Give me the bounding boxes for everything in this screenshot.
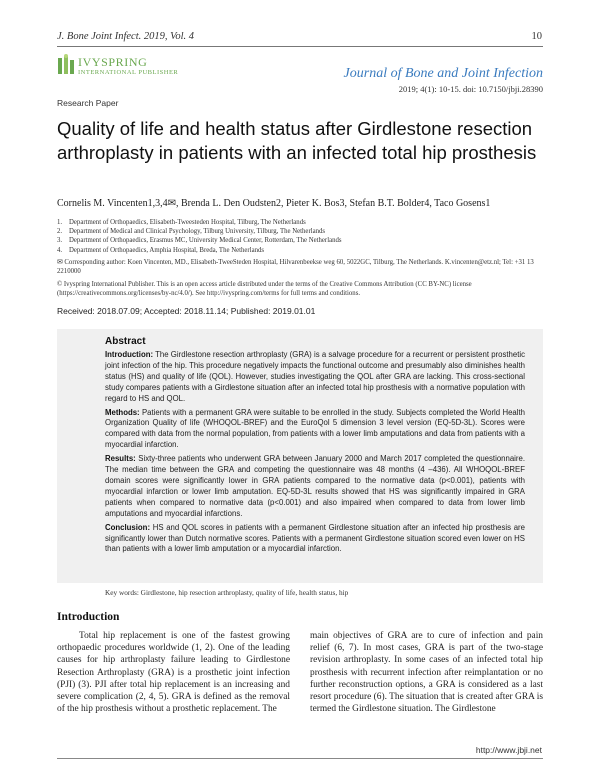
- authors: Cornelis M. Vincenten1,3,4✉, Brenda L. Den Oudsten2, Pieter K. Bos3, Stefan B.T. Bolder4, Taco Gosens1: [57, 198, 491, 209]
- abstract-conclusion: Conclusion: HS and QOL scores in patients with a permanent Girdlestone situation after an infected hip prosthesis are significantly lower than Dutch normative scores. Patients with a permanent Girdlestone situation scored even lower on HS than patients with a lower limb amputation or a myocardial infarction.: [105, 522, 525, 554]
- publisher-subtitle: INTERNATIONAL PUBLISHER: [78, 69, 179, 76]
- affiliations-list: [57, 218, 543, 255]
- abstract-introduction: Introduction: The Girdlestone resection arthroplasty (GRA) is a salvage procedure for a recurrent or persistent prosthetic joint infection of the hip. This procedure negatively impacts the functional outcome and presumably also diminishes health status (HS) and quality of life (QOL). However, studies investigating the QOL after GRA are lacking. This cross-sectional study compares patients with a Girdlestone situation after an infected total hip prosthesis with a normative population with regard to HS and QOL.: [105, 350, 525, 403]
- citation: 2019; 4(1): 10-15. doi: 10.7150/jbji.28390: [398, 84, 543, 94]
- affiliation-item: 3. Department of Orthopaedics, Erasmus MC, University Medical Center, Rotterdam, The Netherlands: [57, 237, 342, 245]
- journal-title: Journal of Bone and Joint Infection: [343, 66, 543, 81]
- corresponding-author: ✉ Corresponding author: Koen Vincenten, MD., Elisabeth-TweeSteden Hospital, Hilvarenbeekse weg 60, 5022GC, Tilburg, The Netherlands. K.vincenten@etz.nl; Tel: +31 13 2210000: [57, 259, 534, 276]
- abstract-heading: Abstract: [105, 336, 146, 347]
- keywords: Key words: Girdlestone, hip resection arthroplasty, quality of life, health status, hip: [105, 588, 349, 597]
- abstract-results: Results: Sixty-three patients who underwent GRA between January 2000 and March 2017 completed the questionnaire. The median time between the GRA and competing the questionnaire was 48 months (4 –436). All WHOQOL-BREF domain scores were significantly lower in GRA patients compared to the normative data (p<0.001), patients with myocardial infarction or lower limb amputation. EQ-5D-3L results showed that HS was significantly impaired in GRA patients when compared to normative data (p<0.001) and also impaired when compared to data from lower limb amputations and myocardial infarctions.: [105, 454, 525, 518]
- running-header-journal: J. Bone Joint Infect. 2019, Vol. 4: [57, 31, 195, 42]
- page-number: 10: [531, 31, 542, 42]
- affiliation-item: 1. Department of Orthopaedics, Elisabeth-Tweesteden Hospital, Tilburg, The Netherlands: [57, 219, 306, 226]
- body-column-right: main objectives of GRA are to cure of infection and pain relief (6, 7). In most cases, GRA is part of the two-stage revision arthroplasty. In some cases of an infected total hip prosthesis with recurrent infection after reimplantation or no further reconstruction options, a GRA is considered as a last resort procedure (6). The situation that is created after GRA is termed the Girdlestone situation. The Girdlestone: [310, 631, 543, 715]
- footer-divider: [57, 758, 543, 759]
- affiliation-item: 2. Department of Medical and Clinical Psychology, Tilburg University, Tilburg, The Netherlands: [57, 228, 326, 236]
- section-heading-introduction: Introduction: [57, 611, 120, 623]
- affiliation-item: 4. Department of Orthopaedics, Amphia Hospital, Breda, The Netherlands: [57, 246, 265, 254]
- publisher-name: IVYSPRING: [78, 55, 148, 69]
- publication-dates: Received: 2018.07.09; Accepted: 2018.11.14; Published: 2019.01.01: [57, 306, 316, 316]
- body-column-left: Total hip replacement is one of the fastest growing orthopaedic procedures worldwide (1, 2). One of the leading causes for hip arthroplasty failure leading to Girdlestone Resection Arthroplasty (GRA) is a prosthetic joint infection (PJI) (3). PJI after total hip replacement is an increasing and severe complication (2, 4, 5). GRA is defined as the removal of the hip prosthesis without a prosthetic replacement. The: [57, 631, 290, 715]
- publisher-logo-icon: [57, 54, 77, 78]
- license-notice: © Ivyspring International Publisher. This is an open access article distributed under the terms of the Creative Commons Attribution (CC BY-NC) license (https://creativecommons.org/licenses/by-nc/4.0/). See http://ivyspring.com/terms for full terms and conditions.: [57, 281, 472, 298]
- paper-type: Research Paper: [57, 98, 119, 108]
- article-title: Quality of life and health status after Girdlestone resection arthroplasty in patients with an infected total hip prosthesis: [57, 118, 537, 163]
- header-divider: [57, 46, 543, 47]
- abstract-methods: Methods: Patients with a permanent GRA were suitable to be enrolled in the study. Subjects completed the World Health Organization Quality of life (WHOQOL-BREF) and the EuroQol 5 dimension 3 level version (EQ-5D-3L). Scores were compared with data from the normal population, from patients with a lower limb amputations and data from patients with a myocardial infarction.: [105, 407, 525, 450]
- abstract-body: [105, 350, 525, 558]
- footer-url[interactable]: http://www.jbji.net: [475, 745, 542, 755]
